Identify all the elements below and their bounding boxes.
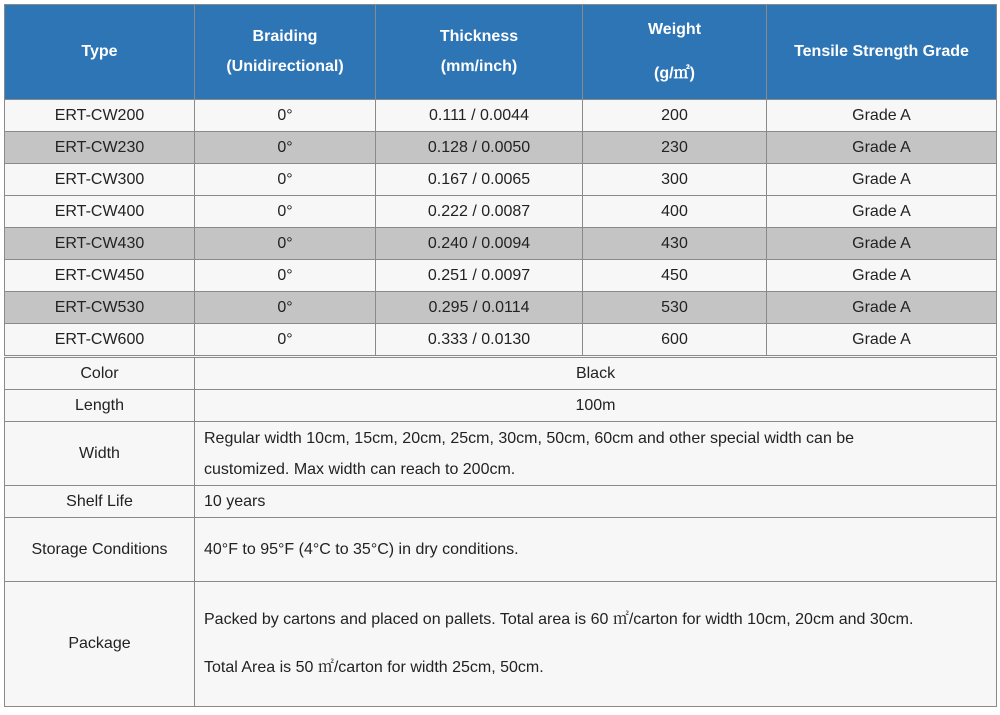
cell-thickness: 0.240 / 0.0094 bbox=[376, 228, 583, 260]
info-row-package bbox=[5, 582, 997, 707]
info-value-length: 100m bbox=[195, 390, 997, 422]
cell-type: ERT-CW450 bbox=[5, 260, 195, 292]
cell-weight: 450 bbox=[583, 260, 767, 292]
cell-thickness: 0.111 / 0.0044 bbox=[376, 100, 583, 132]
info-row-color bbox=[5, 357, 997, 390]
cell-weight: 230 bbox=[583, 132, 767, 164]
info-value-package: Packed by cartons and placed on pallets. Total area is 60 ㎡/carton for width 10cm, 20cm and 30cm. Total Area is 50 ㎡/carton for width 25cm, 50cm. bbox=[195, 582, 997, 707]
cell-thickness: 0.222 / 0.0087 bbox=[376, 196, 583, 228]
cell-thickness: 0.128 / 0.0050 bbox=[376, 132, 583, 164]
cell-thickness: 0.295 / 0.0114 bbox=[376, 292, 583, 324]
cell-braiding: 0° bbox=[195, 292, 376, 324]
cell-grade: Grade A bbox=[767, 164, 997, 196]
header-weight: Weight (g/㎡) bbox=[583, 5, 767, 100]
cell-weight: 400 bbox=[583, 196, 767, 228]
info-value-shelf-life: 10 years bbox=[195, 486, 997, 518]
header-tensile-strength-grade: Tensile Strength Grade bbox=[767, 5, 997, 100]
cell-type: ERT-CW230 bbox=[5, 132, 195, 164]
cell-thickness: 0.251 / 0.0097 bbox=[376, 260, 583, 292]
info-label-package: Package bbox=[5, 582, 195, 707]
table-row bbox=[5, 100, 997, 132]
cell-weight: 200 bbox=[583, 100, 767, 132]
cell-grade: Grade A bbox=[767, 100, 997, 132]
table-row bbox=[5, 132, 997, 164]
info-row-width bbox=[5, 422, 997, 486]
cell-type: ERT-CW600 bbox=[5, 324, 195, 357]
cell-grade: Grade A bbox=[767, 132, 997, 164]
cell-type: ERT-CW400 bbox=[5, 196, 195, 228]
info-label-shelf-life: Shelf Life bbox=[5, 486, 195, 518]
cell-grade: Grade A bbox=[767, 228, 997, 260]
cell-grade: Grade A bbox=[767, 292, 997, 324]
info-value-color: Black bbox=[195, 357, 997, 390]
header-row bbox=[5, 5, 997, 100]
cell-grade: Grade A bbox=[767, 260, 997, 292]
table-row bbox=[5, 164, 997, 196]
header-thickness: Thickness (mm/inch) bbox=[376, 5, 583, 100]
spec-table-container bbox=[4, 4, 996, 707]
info-value-storage: 40°F to 95°F (4°C to 35°C) in dry conditions. bbox=[195, 518, 997, 582]
table-row bbox=[5, 228, 997, 260]
cell-braiding: 0° bbox=[195, 228, 376, 260]
cell-grade: Grade A bbox=[767, 324, 997, 357]
header-type: Type bbox=[5, 5, 195, 100]
cell-braiding: 0° bbox=[195, 196, 376, 228]
cell-weight: 430 bbox=[583, 228, 767, 260]
info-label-color: Color bbox=[5, 357, 195, 390]
info-value-width: Regular width 10cm, 15cm, 20cm, 25cm, 30cm, 50cm, 60cm and other special width can be customized. Max width can reach to 200cm. bbox=[195, 422, 997, 486]
cell-type: ERT-CW530 bbox=[5, 292, 195, 324]
cell-type: ERT-CW300 bbox=[5, 164, 195, 196]
cell-weight: 530 bbox=[583, 292, 767, 324]
info-row-length bbox=[5, 390, 997, 422]
table-row bbox=[5, 292, 997, 324]
header-braiding: Braiding (Unidirectional) bbox=[195, 5, 376, 100]
info-label-length: Length bbox=[5, 390, 195, 422]
info-row-shelf-life bbox=[5, 486, 997, 518]
cell-grade: Grade A bbox=[767, 196, 997, 228]
cell-thickness: 0.167 / 0.0065 bbox=[376, 164, 583, 196]
cell-braiding: 0° bbox=[195, 164, 376, 196]
cell-type: ERT-CW430 bbox=[5, 228, 195, 260]
cell-weight: 600 bbox=[583, 324, 767, 357]
info-row-storage bbox=[5, 518, 997, 582]
table-row bbox=[5, 260, 997, 292]
cell-weight: 300 bbox=[583, 164, 767, 196]
table-row bbox=[5, 324, 997, 357]
info-label-width: Width bbox=[5, 422, 195, 486]
table-row bbox=[5, 196, 997, 228]
info-label-storage: Storage Conditions bbox=[5, 518, 195, 582]
cell-braiding: 0° bbox=[195, 132, 376, 164]
spec-table bbox=[4, 4, 997, 707]
cell-braiding: 0° bbox=[195, 260, 376, 292]
cell-braiding: 0° bbox=[195, 100, 376, 132]
cell-braiding: 0° bbox=[195, 324, 376, 357]
cell-type: ERT-CW200 bbox=[5, 100, 195, 132]
cell-thickness: 0.333 / 0.0130 bbox=[376, 324, 583, 357]
